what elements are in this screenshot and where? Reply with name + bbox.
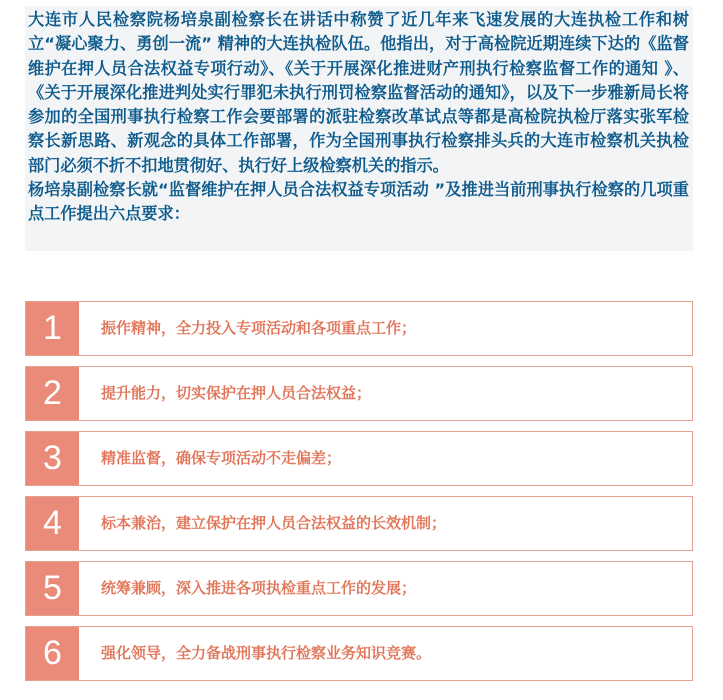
requirement-text: 统筹兼顾，深入推进各项执检重点工作的发展； (101, 579, 417, 597)
requirement-text: 提升能力，切实保护在押人员合法权益； (101, 384, 372, 402)
requirement-item-5 (25, 561, 693, 616)
requirement-text: 精准监督，确保专项活动不走偏差； (101, 449, 342, 467)
requirement-number-badge: 1 (26, 302, 79, 355)
requirement-number-badge: 3 (26, 432, 79, 485)
requirement-item-6 (25, 626, 693, 681)
requirement-item-1 (25, 301, 693, 356)
intro-paragraph-1: 大连市人民检察院杨培泉副检察长在讲话中称赞了近几年来飞速发展的大连执检工作和树立“凝心聚力、勇创一流” 精神的大连执检队伍。他指出，对于高检院近期连续下达的《监督维护在押人员合法权益专项行动》、《关于开展深化推进财产刑执行检察监督工作的通知 》、《关于开展深化推进判处实行罪犯未执行刑罚检察监督活动的通知》，以及下一步雅新局长将参加的全国刑事执行检察工作会要部署的派驻检察改革试点等都是高检院执检厅落实张军检察长新思路、新观念的具体工作部署，作为全国刑事执行检察排头兵的大连市检察机关执检部门必须不折不扣地贯彻好、执行好上级检察机关的指示。 (28, 10, 689, 175)
requirement-text: 振作精神，全力投入专项活动和各项重点工作； (101, 319, 417, 337)
requirement-item-3 (25, 431, 693, 486)
requirement-item-4 (25, 496, 693, 551)
requirement-text: 强化领导，全力备战刑事执行检察业务知识竞赛。 (101, 644, 432, 662)
requirement-number-badge: 6 (26, 627, 79, 680)
requirement-text: 标本兼治，建立保护在押人员合法权益的长效机制； (101, 514, 447, 532)
intro-paragraph-2: 杨培泉副检察长就“监督维护在押人员合法权益专项活动 ”及推进当前刑事执行检察的几项重点工作提出六点要求： (28, 180, 689, 224)
requirement-item-2 (25, 366, 693, 421)
requirements-list (25, 301, 693, 691)
requirement-number-badge: 4 (26, 497, 79, 550)
requirement-number-badge: 5 (26, 562, 79, 615)
intro-box (25, 6, 693, 251)
requirement-number-badge: 2 (26, 367, 79, 420)
